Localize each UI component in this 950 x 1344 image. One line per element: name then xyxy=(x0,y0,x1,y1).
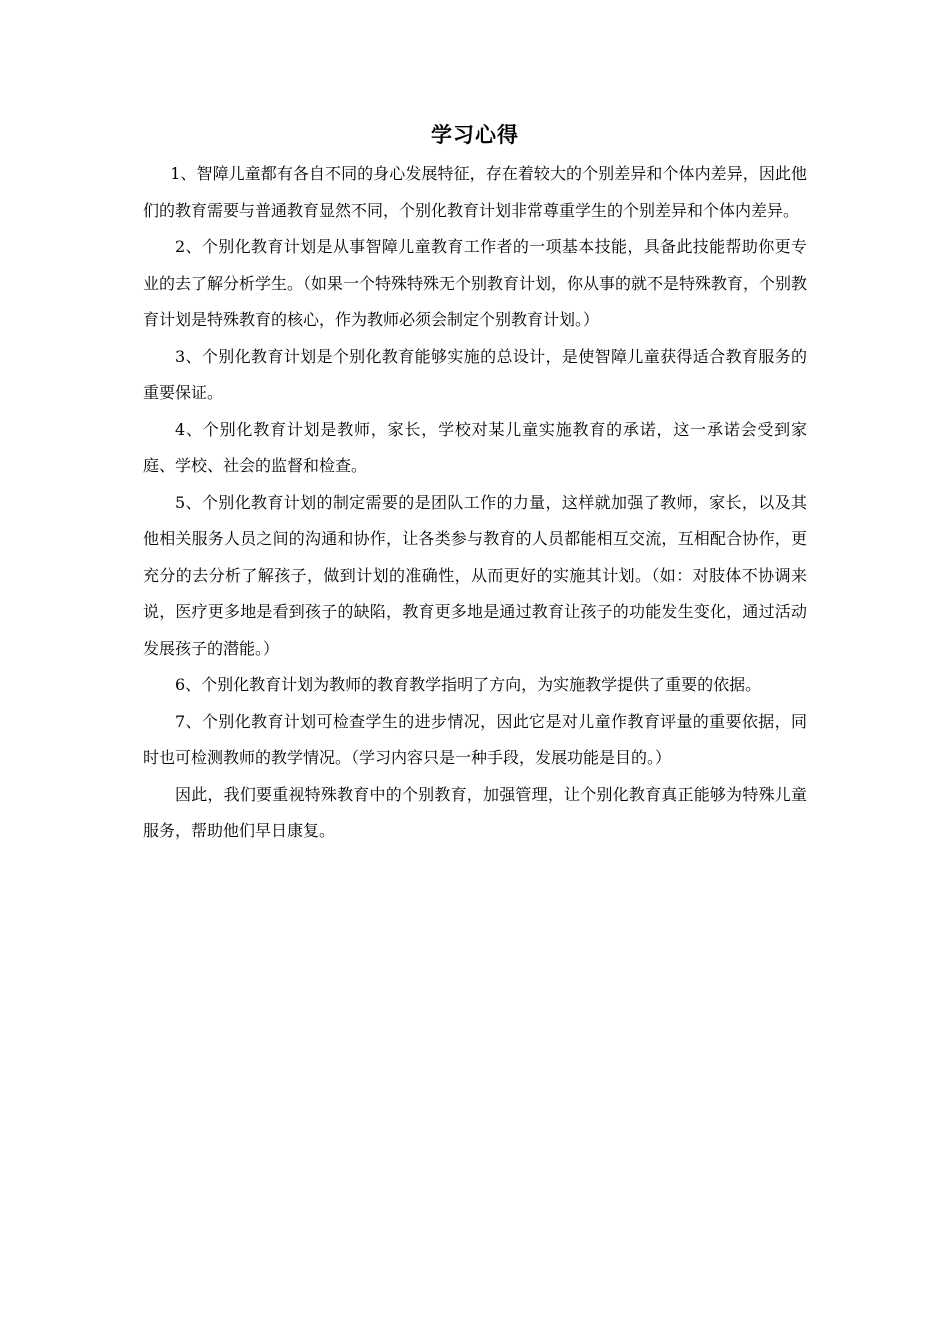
paragraph-5: 5、个别化教育计划的制定需要的是团队工作的力量，这样就加强了教师，家长，以及其他相关服务人员之间的沟通和协作，让各类参与教育的人员都能相互交流，互相配合协作，更充分的去分析了解孩子，做到计划的准确性，从而更好的实施其计划。（如：对肢体不协调来说，医疗更多地是看到孩子的缺陷，教育更多地是通过教育让孩子的功能发生变化，通过活动发展孩子的潜能。） xyxy=(143,492,807,658)
document-body xyxy=(143,118,807,850)
paragraph-3: 3、个别化教育计划是个别化教育能够实施的总设计，是使智障儿童获得适合教育服务的重要保证。 xyxy=(143,346,807,402)
document-title: 学习心得 xyxy=(431,123,519,147)
paragraph-6: 6、个别化教育计划为教师的教育教学指明了方向，为实施教学提供了重要的依据。 xyxy=(175,675,762,694)
paragraph-conclusion: 因此，我们要重视特殊教育中的个别教育，加强管理，让个别化教育真正能够为特殊儿童服务，帮助他们早日康复。 xyxy=(143,784,807,840)
paragraph-7: 7、个别化教育计划可检查学生的进步情况，因此它是对儿童作教育评量的重要依据，同时也可检测教师的教学情况。（学习内容只是一种手段，发展功能是目的。） xyxy=(143,711,807,767)
paragraph-4: 4、个别化教育计划是教师，家长，学校对某儿童实施教育的承诺，这一承诺会受到家庭、学校、社会的监督和检查。 xyxy=(143,419,807,475)
paragraph-1: 1、智障儿童都有各自不同的身心发展特征，存在着较大的个别差异和个体内差异，因此他们的教育需要与普通教育显然不同，个别化教育计划非常尊重学生的个别差异和个体内差异。 xyxy=(143,164,807,220)
paragraph-2: 2、个别化教育计划是从事智障儿童教育工作者的一项基本技能，具备此技能帮助你更专业的去了解分析学生。（如果一个特殊特殊无个别教育计划，你从事的就不是特殊教育，个别教育计划是特殊教育的核心，作为教师必须会制定个别教育计划。） xyxy=(143,237,808,329)
